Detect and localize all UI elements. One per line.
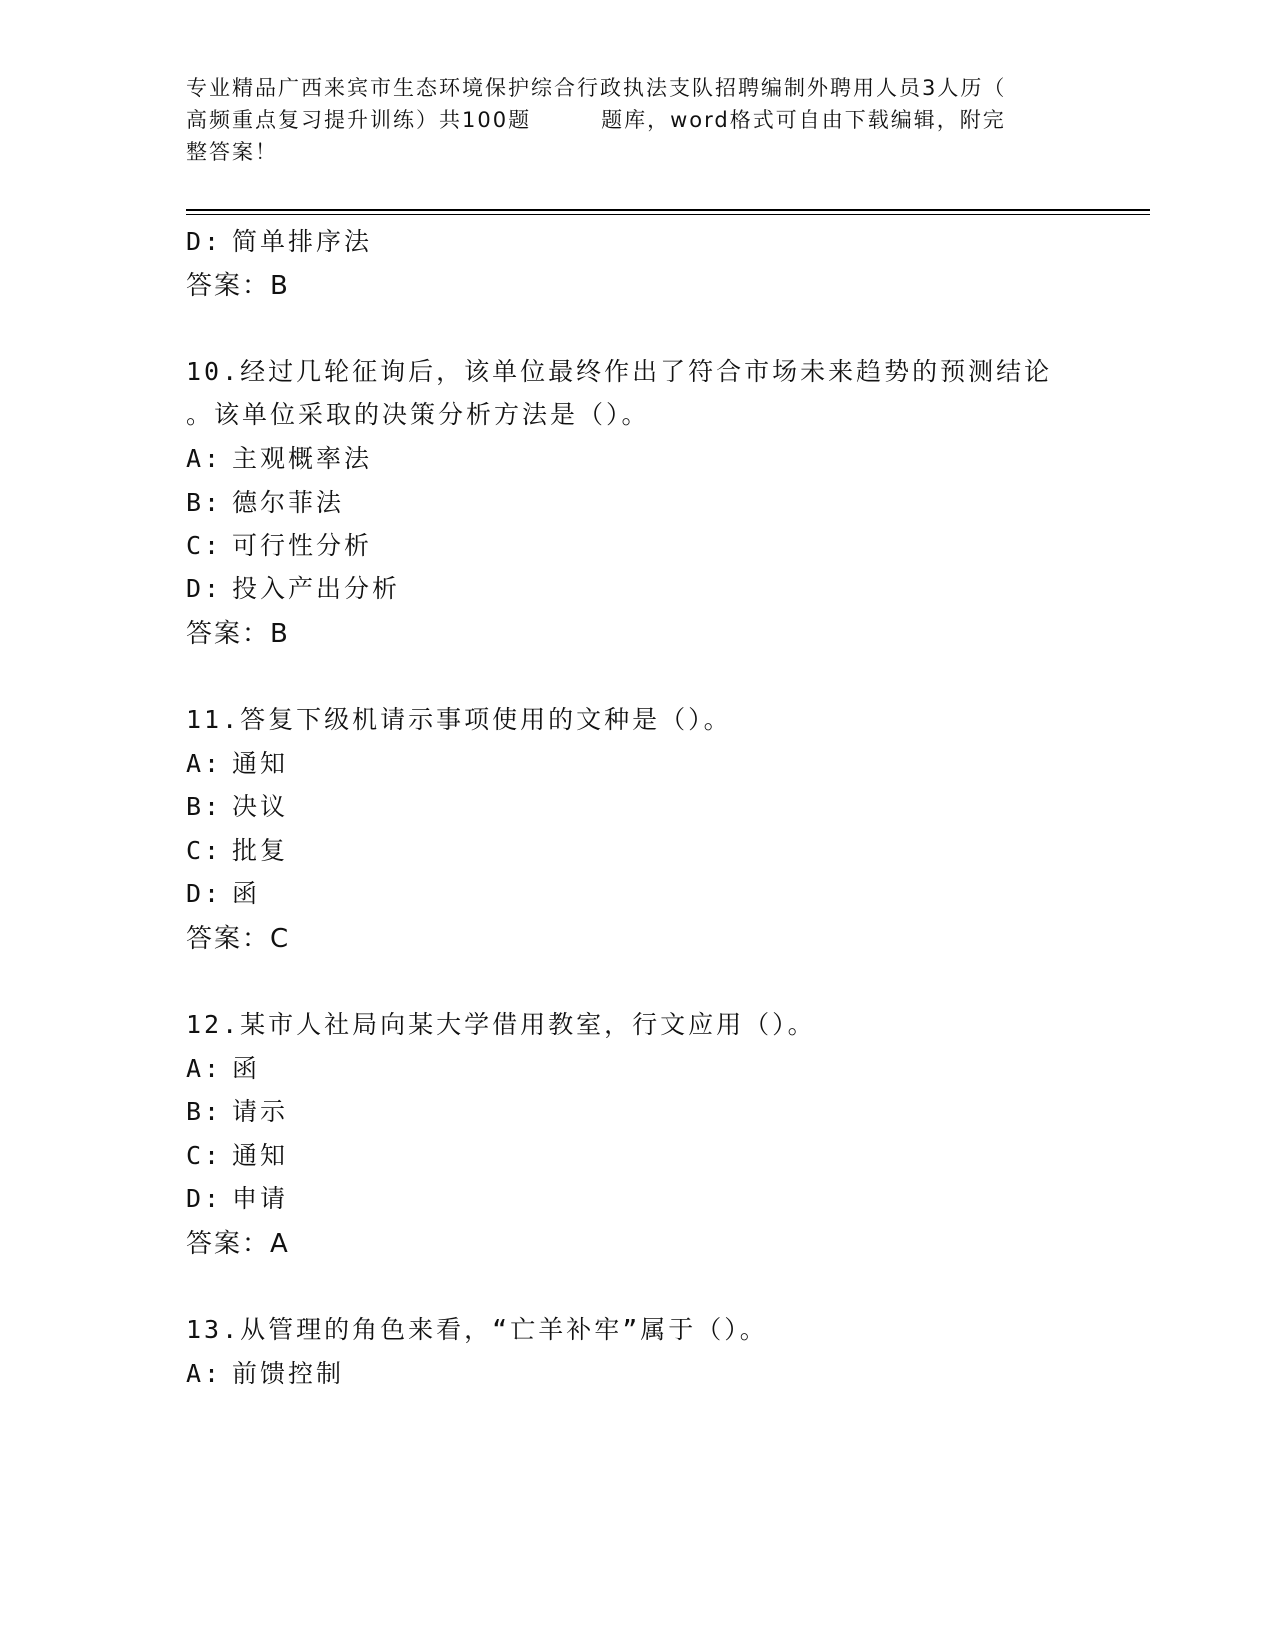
- header-line-1: 专业精品广西来宾市生态环境保护综合行政执法支队招聘编制外聘用人员3人历（: [186, 76, 1007, 100]
- question-stem: 10.经过几轮征询后，该单位最终作出了符合市场未来趋势的预测结论: [186, 357, 1053, 386]
- option-row: [186, 1354, 344, 1390]
- option-text: 请示: [232, 1097, 289, 1126]
- answer-line: 答案：C: [186, 924, 291, 954]
- question-stem-continued: 。该单位采取的决策分析方法是（）。: [186, 400, 650, 429]
- option-row: [186, 874, 260, 910]
- option-key: D:: [186, 1184, 223, 1213]
- option-row: [186, 483, 344, 519]
- option-row: [186, 569, 400, 605]
- header-divider-thick: [186, 209, 1150, 211]
- option-key: B:: [186, 792, 223, 821]
- option-row: [186, 744, 288, 780]
- answer-line: 答案：B: [186, 271, 290, 301]
- option-row: [186, 1092, 288, 1128]
- option-key: C:: [186, 531, 223, 560]
- option-text: 简单排序法: [232, 227, 373, 256]
- option-text: 可行性分析: [232, 531, 373, 560]
- header-line-2: [186, 104, 1076, 136]
- option-text: 函: [232, 1054, 261, 1083]
- option-key: B:: [186, 488, 223, 517]
- header-divider-thin: [186, 214, 1150, 215]
- option-text: 决议: [232, 792, 289, 821]
- option-text: 申请: [232, 1184, 289, 1213]
- option-key: C:: [186, 836, 223, 865]
- option-key: B:: [186, 1097, 223, 1126]
- question-stem: 12.某市人社局向某大学借用教室，行文应用（）。: [186, 1010, 816, 1039]
- option-text: 通知: [232, 1141, 289, 1170]
- option-key: D:: [186, 574, 223, 603]
- option-row: [186, 831, 288, 867]
- question-stem: 13.从管理的角色来看，“亡羊补牢”属于（）。: [186, 1315, 768, 1344]
- option-row: [186, 1136, 288, 1172]
- answer-line: 答案：A: [186, 1229, 290, 1259]
- header-line-2a: 高频重点复习提升训练）共100题: [186, 108, 532, 132]
- option-key: C:: [186, 1141, 223, 1170]
- option-text: 德尔菲法: [232, 488, 345, 517]
- option-row: [186, 439, 372, 475]
- option-text: 主观概率法: [232, 444, 373, 473]
- option-text: 函: [232, 879, 261, 908]
- option-row: [186, 1179, 288, 1215]
- question-stem: 11.答复下级机请示事项使用的文种是（）。: [186, 705, 732, 734]
- answer-line: 答案：B: [186, 619, 290, 649]
- option-text: 通知: [232, 749, 289, 778]
- header-line-3: 整答案！: [186, 140, 278, 164]
- option-row: [186, 787, 288, 823]
- option-key: A:: [186, 444, 223, 473]
- option-row: [186, 526, 372, 562]
- option-text: 前馈控制: [232, 1359, 345, 1388]
- option-row: [186, 222, 372, 258]
- option-key: A:: [186, 1054, 223, 1083]
- option-key: A:: [186, 1359, 223, 1388]
- option-key: A:: [186, 749, 223, 778]
- document-header: [186, 72, 1076, 168]
- option-text: 投入产出分析: [232, 574, 401, 603]
- option-key: D:: [186, 227, 223, 256]
- option-key: D:: [186, 879, 223, 908]
- header-line-2b: 题库，word格式可自由下载编辑，附完: [601, 108, 1006, 132]
- option-row: [186, 1049, 260, 1085]
- option-text: 批复: [232, 836, 289, 865]
